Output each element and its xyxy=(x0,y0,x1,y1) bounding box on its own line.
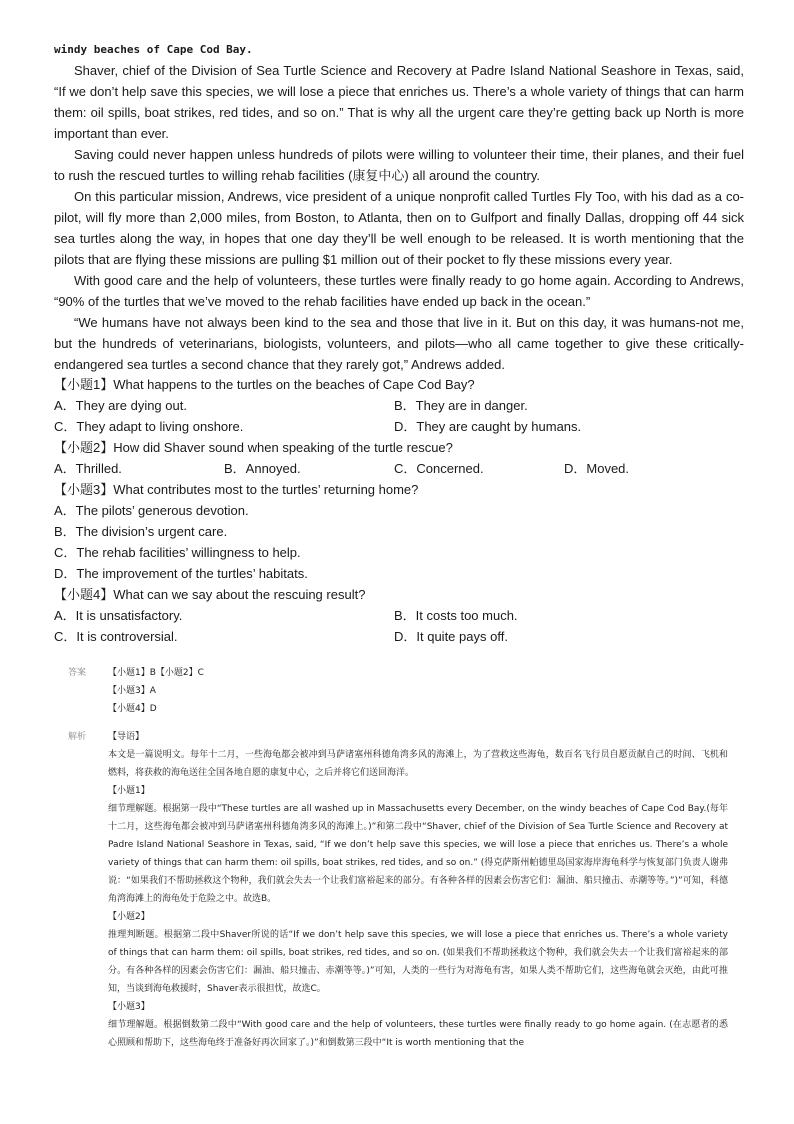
passage-paragraph: “We humans have not always been kind to the sea and those that live in it. But on this day, it was humans-not me, but the hundreds of veterinarians, biologists, volunteers, and pilots—who all came together to give these critically-endangered sea turtles a second chance that they rarely got,” Andrews added. xyxy=(54,315,744,372)
option-c: C．They adapt to living onshore. xyxy=(54,419,244,434)
question-4 xyxy=(54,584,744,647)
passage-paragraph: On this particular mission, Andrews, vice president of a unique nonprofit called Turtles Fly Too, with his dad as a co-pilot, will fly more than 2,000 miles, from Boston, to Atlanta, then on to Gulfport and finally Dallas, dropping off 44 sick sea turtles along the way, in hopes that one day they’ll be well enough to be released. It is worth mentioning that the pilots that are flying these missions are pulling $1 million out of their pocket to fly these missions every year. xyxy=(54,189,744,267)
analysis-text: 推理判断题。根据第二段中Shaver所说的话“If we don’t help save this species, we will lose a piece that enriches us. There’s a whole variety of things that can harm them: oil spills, boat strikes, red tides, and so on. (如果我们不帮助拯救这个物种，我们就会失去一个让我们富裕起来的部分。有各种各样的因素会伤害它们：漏油、船只撞击、赤潮等等。)”可知，人类的一些行为对海龟有害，如果人类不帮助它们，这些海龟就会灭绝，由此可推知，当谈到海龟救援时，Shaver表示很担忧，故选C。 xyxy=(108,930,728,994)
answer-lines xyxy=(108,664,728,718)
option-a: A．It is unsatisfactory. xyxy=(54,608,183,623)
passage-first-line: windy beaches of Cape Cod Bay. xyxy=(54,43,253,56)
option-b: B．They are in danger. xyxy=(394,398,528,413)
question-list xyxy=(54,374,744,647)
option-b: B．The division’s urgent care. xyxy=(54,524,228,539)
option-group xyxy=(54,605,744,647)
option-d: D．Moved. xyxy=(564,461,630,476)
analysis-label: 解析 xyxy=(68,732,87,742)
option-c: C．It is controversial. xyxy=(54,629,178,644)
analysis-heading: 【导语】 xyxy=(108,732,145,742)
option-d: D．The improvement of the turtles’ habitats. xyxy=(54,566,308,581)
passage-paragraph: Saving could never happen unless hundreds of pilots were willing to volunteer their time, their planes, and their fuel to rush the rescued turtles to willing rehab facilities (康复中心) all around the country. xyxy=(54,147,744,183)
option-c: C．Concerned. xyxy=(394,461,484,476)
question-stem: 【小题3】What contributes most to the turtles’ returning home? xyxy=(54,482,419,497)
answer-line: 【小题1】B【小题2】C xyxy=(108,668,204,678)
answer-block xyxy=(68,664,728,718)
option-a: A．They are dying out. xyxy=(54,398,187,413)
option-group xyxy=(54,500,744,584)
option-a: A．The pilots’ generous devotion. xyxy=(54,503,249,518)
analysis-body xyxy=(108,728,728,1052)
question-1 xyxy=(54,374,744,437)
analysis-text: 细节理解题。根据第一段中“These turtles are all washed up in Massachusetts every December, on the windy beaches of Cape Cod Bay.(每年十二月，这些海龟都会被冲到马萨诸塞州科德角湾多风的海滩上。)”和第二段中“Shaver, chief of the Division of Sea Turtle Science and Recovery at Padre Island National Seashore in Texas, said, “If we don’t help save this species, we will lose a piece that enriches us. There’s a whole variety of things that can harm them: oil spills, boat strikes, red tides, and so on.” (得克萨斯州帕德里岛国家海岸海龟科学与恢复部门负责人谢弗说：“如果我们不帮助拯救这个物种，我们就会失去一个让我们富裕起来的部分。有各种各样的因素会伤害它们：漏油、船只撞击、赤潮等等。”)”可知，科德角湾海滩上的海龟处于危险之中。故选B。 xyxy=(108,804,728,904)
analysis-heading: 【小题3】 xyxy=(108,1002,150,1012)
answer-analysis-section xyxy=(68,664,728,1052)
question-3 xyxy=(54,479,744,584)
option-c: C．The rehab facilities’ willingness to help. xyxy=(54,545,301,560)
answer-label: 答案 xyxy=(68,668,87,678)
analysis-text: 细节理解题。根据倒数第二段中“With good care and the help of volunteers, these turtles were finally ready to go home again. (在志愿者的悉心照顾和帮助下，这些海龟终于准备好再次回家了。)”和倒数第三段中“It is worth mentioning that the xyxy=(108,1020,728,1048)
passage-paragraph: With good care and the help of volunteers, these turtles were finally ready to go home again. According to Andrews, “90% of the turtles that we’ve moved to the rehab facilities have ended up back in the ocean.” xyxy=(54,273,744,309)
question-stem: 【小题1】What happens to the turtles on the beaches of Cape Cod Bay? xyxy=(54,377,475,392)
answer-line: 【小题3】A xyxy=(108,686,156,696)
option-b: B．Annoyed. xyxy=(224,461,301,476)
answer-line: 【小题4】D xyxy=(108,704,157,714)
reading-passage xyxy=(54,38,744,375)
option-a: A．Thrilled. xyxy=(54,461,122,476)
analysis-text: 本文是一篇说明文。每年十二月，一些海龟都会被冲到马萨诸塞州科德角湾多风的海滩上，为了营救这些海龟，数百名飞行员自愿贡献自己的时间、飞机和燃料，将获救的海龟送往全国各地自愿的康复中心，之后并将它们送回海洋。 xyxy=(108,750,728,778)
option-d: D．It quite pays off. xyxy=(394,629,508,644)
option-group xyxy=(54,458,744,479)
question-stem: 【小题4】What can we say about the rescuing result? xyxy=(54,587,366,602)
analysis-heading: 【小题1】 xyxy=(108,786,150,796)
option-group xyxy=(54,395,744,437)
question-2 xyxy=(54,437,744,479)
analysis-block xyxy=(68,728,728,1052)
option-b: B．It costs too much. xyxy=(394,608,518,623)
analysis-heading: 【小题2】 xyxy=(108,912,150,922)
passage-paragraph: Shaver, chief of the Division of Sea Turtle Science and Recovery at Padre Island National Seashore in Texas, said, “If we don’t help save this species, we will lose a piece that enriches us. There’s a whole variety of things that can harm them: oil spills, boat strikes, red tides, and so on.” That is why all the urgent care they’re getting back up North is more important than ever. xyxy=(54,63,744,141)
question-stem: 【小题2】How did Shaver sound when speaking of the turtle rescue? xyxy=(54,440,453,455)
option-d: D．They are caught by humans. xyxy=(394,419,582,434)
